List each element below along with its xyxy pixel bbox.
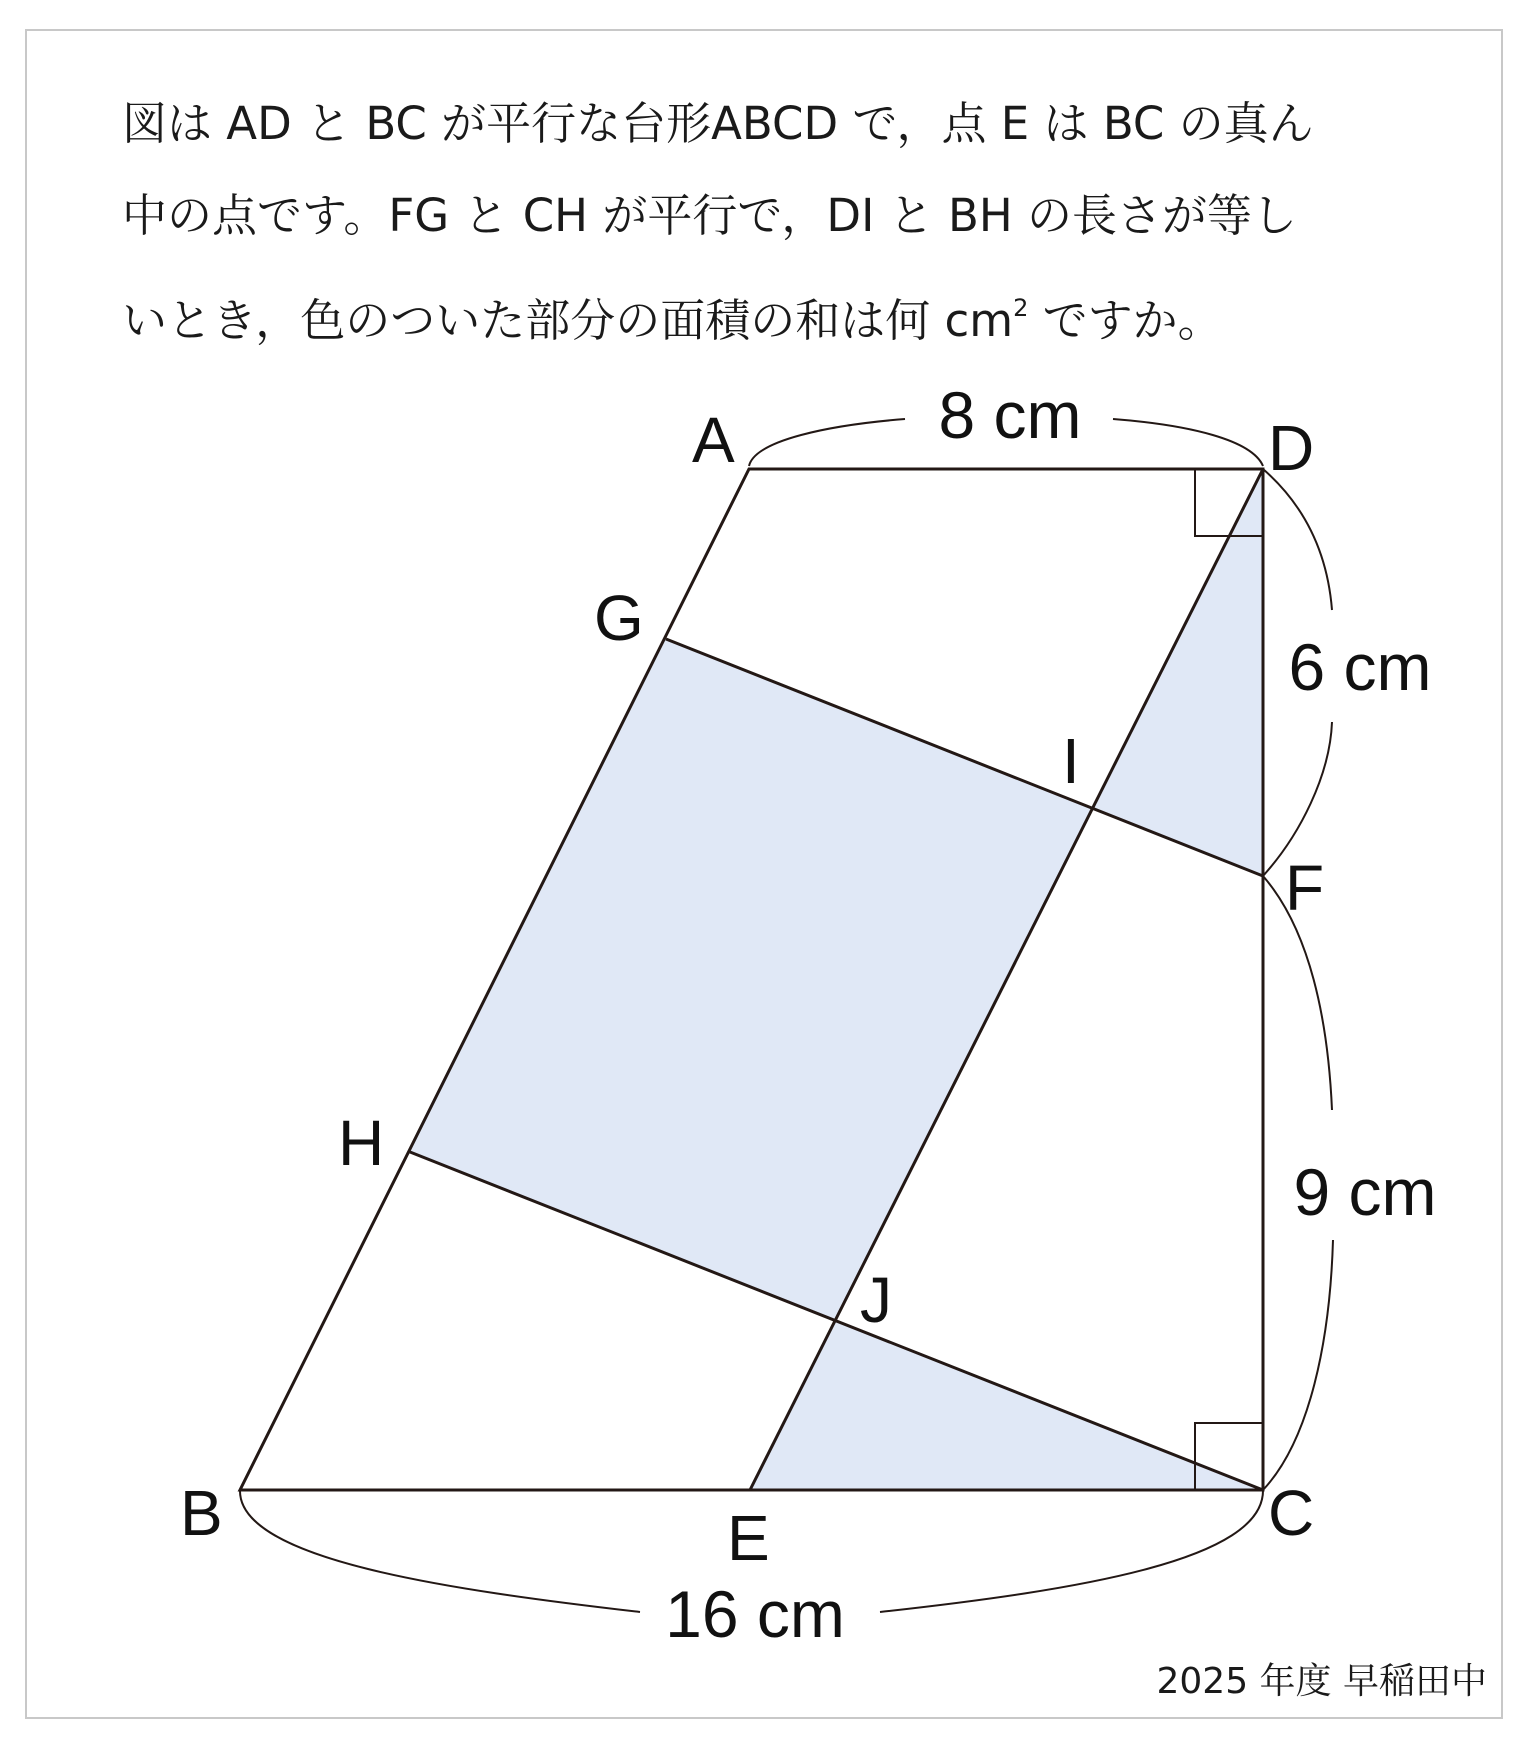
length-label-bc: 16 cm	[665, 1577, 845, 1651]
point-label-c: C	[1268, 1477, 1315, 1549]
arc-df-top	[1263, 469, 1332, 610]
point-label-a: A	[692, 404, 735, 476]
length-label-df: 6 cm	[1288, 630, 1432, 704]
problem-line-3-text: いとき，色のついた部分の面積の和は何 cm	[122, 294, 1014, 347]
point-label-g: G	[594, 582, 644, 654]
point-label-b: B	[180, 1477, 223, 1549]
arc-bc-left	[240, 1490, 640, 1612]
point-label-f: F	[1285, 852, 1325, 924]
point-label-i: I	[1062, 725, 1080, 797]
arc-fc-bottom	[1263, 1240, 1333, 1490]
problem-line-2: 中の点です。FG と CH が平行で，DI と BH の長さが等し	[122, 189, 1297, 242]
arc-ad-left	[749, 419, 905, 466]
length-label-ad: 8 cm	[938, 378, 1082, 452]
shaded-parallelogram-ghji	[410, 639, 1092, 1321]
point-label-e: E	[727, 1502, 770, 1574]
problem-line-1: 図は AD と BC が平行な台形ABCD で，点 E は BC の真ん	[122, 97, 1314, 150]
arc-ad-right	[1113, 419, 1263, 466]
source-caption: 2025 年度 早稲田中	[1156, 1661, 1487, 1702]
point-label-h: H	[338, 1107, 385, 1179]
shaded-triangle-ejc	[750, 1321, 1263, 1490]
arc-bc-right	[880, 1490, 1263, 1612]
point-label-d: D	[1268, 412, 1315, 484]
shaded-triangle-dif	[1092, 469, 1263, 876]
unit-exponent: 2	[1013, 294, 1029, 322]
point-label-j: J	[860, 1264, 892, 1336]
problem-line-3-end: ですか。	[1028, 294, 1223, 347]
length-label-fc: 9 cm	[1293, 1155, 1437, 1229]
